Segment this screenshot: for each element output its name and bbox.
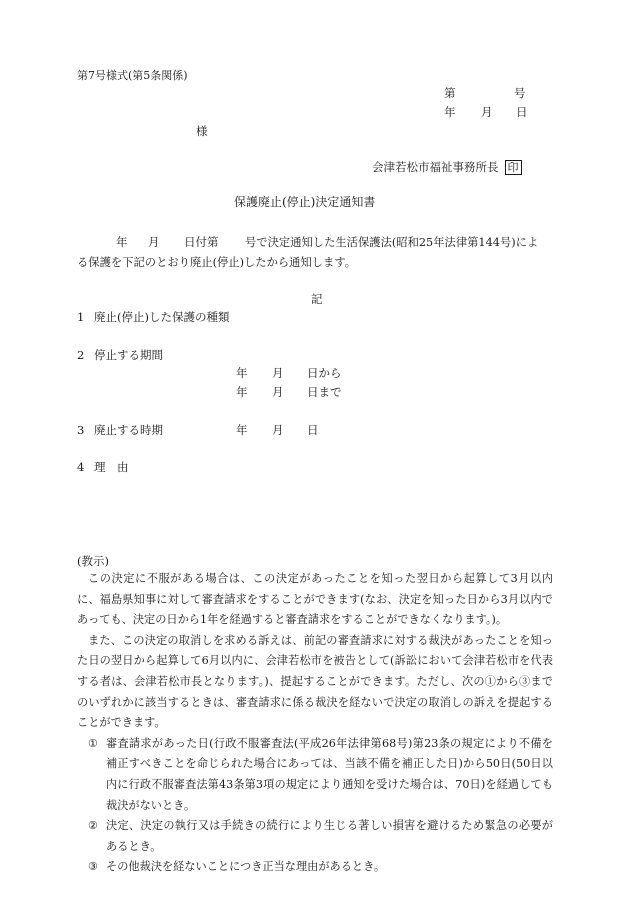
item-2-text: 決定、決定の執行又は手続きの続行により生じる著しい損害を避けるため緊急の必要があるとき。 bbox=[106, 819, 553, 853]
body-no-suffix: 号で決定通知した生活保護法(昭和25年法律第144号)によ bbox=[245, 236, 539, 249]
stop-time-year: 年 bbox=[236, 423, 248, 437]
period-from-day: 日から bbox=[307, 366, 342, 380]
date-day: 日 bbox=[516, 105, 528, 119]
item-1-text: 審査請求があった日(行政不服審査法(平成26年法律第68号)第23条の規定により不備を補正すべきことを命じられた場合にあっては、当該不備を補正した日)から50日(50日以内に行政不服審査法第43条第3項の規定により通知を受けた場合は、70日)を経過しても裁決がないとき。 bbox=[106, 736, 553, 812]
section-1-number: 1 bbox=[77, 310, 85, 324]
section-3-label: 廃止する時期 bbox=[94, 423, 163, 437]
issuer-line bbox=[372, 160, 522, 175]
stop-time-month: 月 bbox=[272, 423, 284, 437]
notice-item-1 bbox=[77, 734, 553, 816]
section-2-label: 停止する期間 bbox=[94, 348, 163, 362]
section-1-label: 廃止(停止)した保護の種類 bbox=[94, 310, 230, 324]
ki-marker: 記 bbox=[311, 292, 323, 306]
body-year: 年 bbox=[116, 235, 128, 249]
section-3-number: 3 bbox=[77, 423, 85, 437]
notice-item-2 bbox=[77, 816, 553, 857]
issuer-name: 会津若松市福祉事務所長 bbox=[372, 160, 499, 174]
stop-time-day: 日 bbox=[307, 423, 319, 437]
period-from-month: 月 bbox=[272, 366, 284, 380]
date-month: 月 bbox=[481, 105, 493, 119]
notice-heading: (教示) bbox=[77, 554, 109, 568]
item-3-mark: ③ bbox=[88, 860, 99, 874]
notice-paragraph-1: この決定に不服がある場合は、この決定があったことを知った翌日から起算して3月以内に、福島県知事に対して審査請求をすることができます(なお、決定を知った日から3月以内であっても、決定の日から1年を経過すると審査請求をすることができなくなります。)。 bbox=[77, 572, 553, 627]
doc-number-suffix: 号 bbox=[514, 86, 526, 100]
body-month: 月 bbox=[148, 235, 160, 249]
period-to-day: 日まで bbox=[307, 385, 342, 399]
body-line-2: る保護を下記のとおり廃止(停止)したから通知します。 bbox=[77, 256, 357, 269]
notice-paragraph-2: また、この決定の取消しを求める訴えは、前記の審査請求に対する裁決があったことを知った日の翌日から起算して6月以内に、会津若松市を被告として(訴訟において会津若松市を代表する者は、会津若松市長となります。)、提起することができます。ただし、次の①から③までのいずれかに該当するときは、審査請求に係る裁決を経ないで決定の取消しの訴えを提起することができます。 bbox=[77, 633, 553, 730]
item-1-mark: ① bbox=[88, 736, 99, 750]
addressee-suffix: 様 bbox=[196, 124, 208, 138]
notice-item-3 bbox=[77, 857, 553, 878]
form-label: 第7号様式(第5条関係) bbox=[77, 69, 188, 82]
period-from-year: 年 bbox=[236, 366, 248, 380]
section-4-label: 理 由 bbox=[94, 460, 129, 474]
section-2-number: 2 bbox=[77, 348, 85, 362]
period-to-year: 年 bbox=[236, 385, 248, 399]
item-3-text: その他裁決を経ないことにつき正当な理由があるとき。 bbox=[106, 860, 386, 874]
notice-body bbox=[77, 569, 553, 878]
item-2-mark: ② bbox=[88, 819, 99, 833]
document-title: 保護廃止(停止)決定通知書 bbox=[234, 195, 376, 209]
seal-mark: 印 bbox=[505, 160, 522, 175]
doc-number-prefix: 第 bbox=[444, 86, 456, 100]
period-to-month: 月 bbox=[272, 385, 284, 399]
section-4-number: 4 bbox=[77, 460, 85, 474]
date-year: 年 bbox=[444, 105, 456, 119]
body-day-prefix: 日付第 bbox=[184, 235, 219, 249]
